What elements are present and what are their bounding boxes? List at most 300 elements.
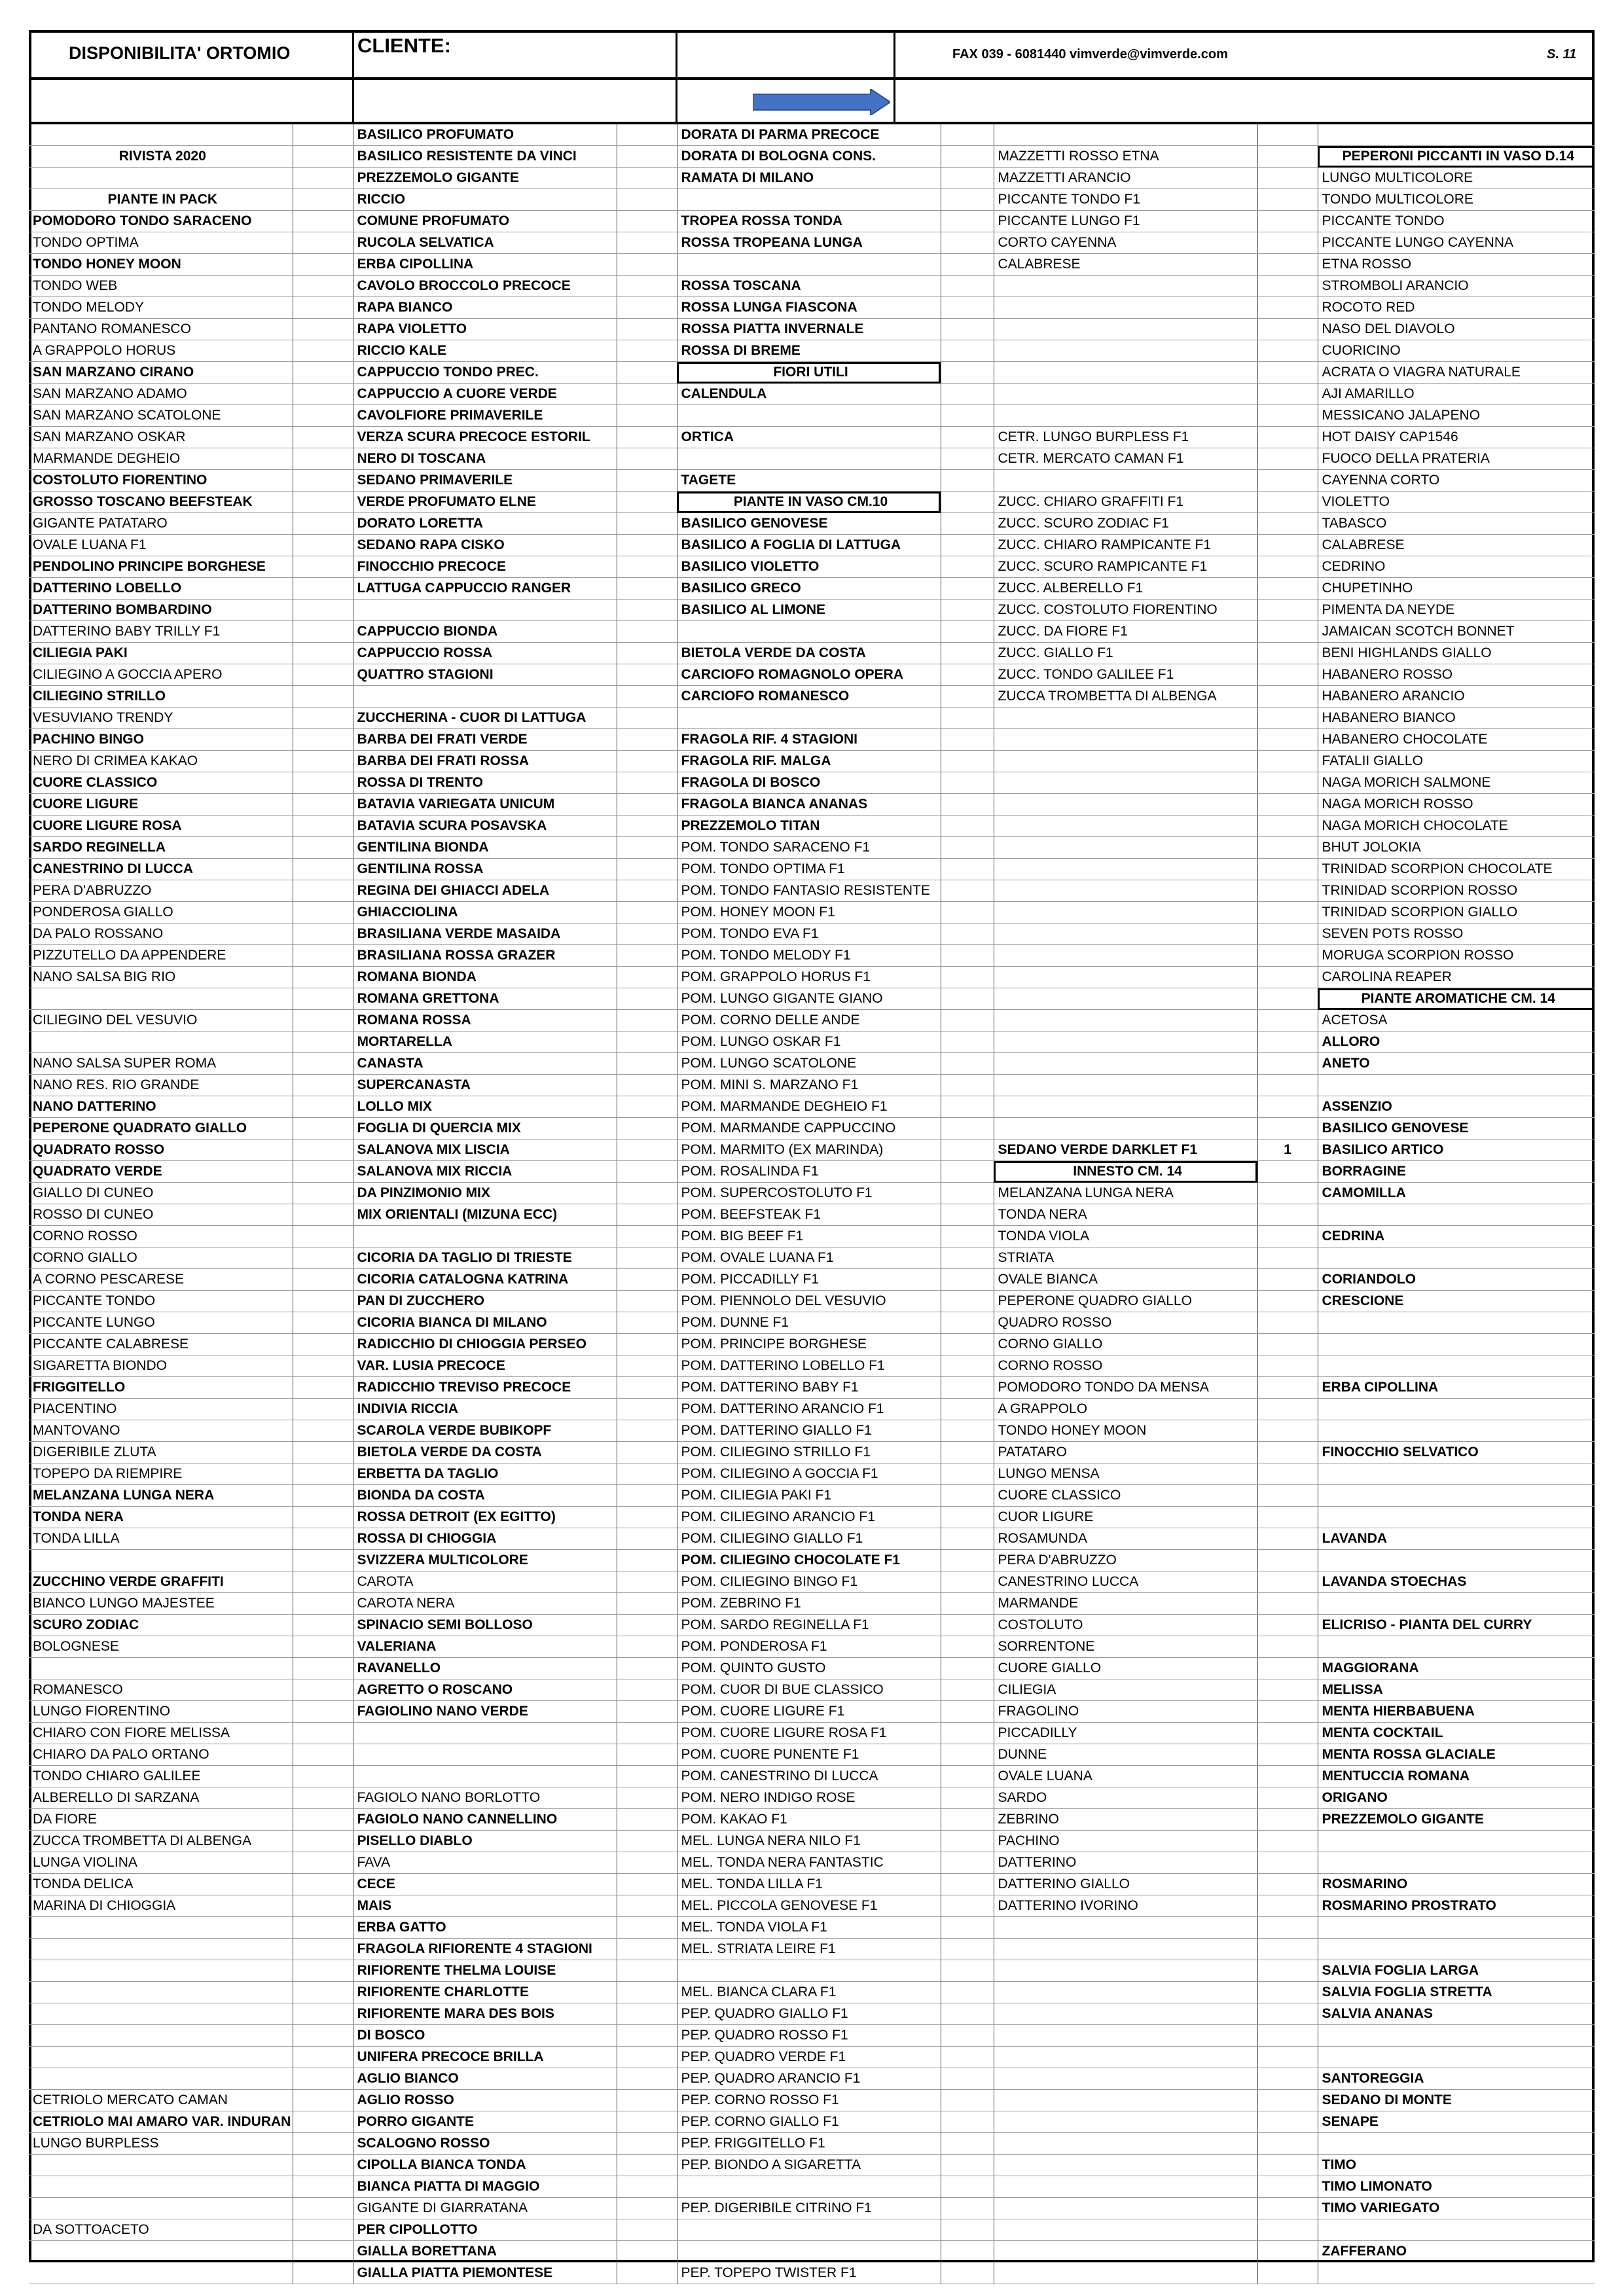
quantity-cell[interactable] xyxy=(293,988,353,1010)
quantity-cell[interactable] xyxy=(1257,2133,1318,2155)
quantity-cell[interactable] xyxy=(941,211,994,232)
quantity-cell[interactable] xyxy=(1257,880,1318,902)
quantity-cell[interactable] xyxy=(941,1485,994,1507)
quantity-cell[interactable] xyxy=(941,1377,994,1399)
quantity-cell[interactable] xyxy=(941,837,994,859)
quantity-cell[interactable] xyxy=(1257,643,1318,664)
quantity-cell[interactable] xyxy=(617,816,677,837)
quantity-cell[interactable] xyxy=(1257,1701,1318,1723)
quantity-cell[interactable] xyxy=(941,340,994,362)
quantity-cell[interactable] xyxy=(293,1161,353,1183)
quantity-cell[interactable] xyxy=(941,1874,994,1895)
quantity-cell[interactable] xyxy=(617,384,677,405)
quantity-cell[interactable] xyxy=(1257,1895,1318,1917)
quantity-cell[interactable] xyxy=(941,2198,994,2219)
quantity-cell[interactable] xyxy=(617,1139,677,1161)
quantity-cell[interactable] xyxy=(617,1291,677,1312)
quantity-cell[interactable] xyxy=(941,1075,994,1096)
quantity-cell[interactable] xyxy=(941,621,994,643)
quantity-cell[interactable] xyxy=(1257,1118,1318,1139)
quantity-cell[interactable] xyxy=(617,1571,677,1593)
quantity-cell[interactable] xyxy=(1257,578,1318,600)
quantity-cell[interactable] xyxy=(617,405,677,427)
quantity-cell[interactable] xyxy=(293,2025,353,2047)
quantity-cell[interactable] xyxy=(293,1874,353,1895)
quantity-cell[interactable] xyxy=(1257,211,1318,232)
quantity-cell[interactable] xyxy=(941,556,994,578)
quantity-cell[interactable] xyxy=(1257,1269,1318,1291)
quantity-cell[interactable] xyxy=(617,513,677,535)
quantity-cell[interactable] xyxy=(617,2047,677,2068)
quantity-cell[interactable] xyxy=(617,2090,677,2111)
quantity-cell[interactable] xyxy=(941,405,994,427)
quantity-cell[interactable] xyxy=(941,1161,994,1183)
quantity-cell[interactable] xyxy=(617,967,677,988)
quantity-cell[interactable] xyxy=(293,643,353,664)
quantity-cell[interactable] xyxy=(617,2263,677,2284)
quantity-cell[interactable] xyxy=(293,189,353,211)
quantity-cell[interactable] xyxy=(1257,1161,1318,1183)
quantity-cell[interactable] xyxy=(293,168,353,189)
quantity-cell[interactable] xyxy=(941,1463,994,1485)
quantity-cell[interactable] xyxy=(1257,1831,1318,1852)
quantity-cell[interactable] xyxy=(293,1377,353,1399)
quantity-cell[interactable] xyxy=(1257,1204,1318,1226)
quantity-cell[interactable] xyxy=(941,1723,994,1744)
quantity-cell[interactable] xyxy=(293,211,353,232)
quantity-cell[interactable] xyxy=(293,1420,353,1442)
quantity-cell[interactable] xyxy=(293,1615,353,1636)
quantity-cell[interactable] xyxy=(293,1982,353,2003)
quantity-cell[interactable] xyxy=(617,751,677,772)
quantity-cell[interactable] xyxy=(941,2111,994,2133)
quantity-cell[interactable]: 1 xyxy=(1257,1139,1318,1161)
quantity-cell[interactable] xyxy=(617,1766,677,1787)
quantity-cell[interactable] xyxy=(941,319,994,340)
quantity-cell[interactable] xyxy=(941,2176,994,2198)
quantity-cell[interactable] xyxy=(617,1334,677,1355)
quantity-cell[interactable] xyxy=(293,1528,353,1550)
quantity-cell[interactable] xyxy=(293,1787,353,1809)
quantity-cell[interactable] xyxy=(293,1031,353,1053)
quantity-cell[interactable] xyxy=(617,1939,677,1960)
quantity-cell[interactable] xyxy=(941,1183,994,1204)
quantity-cell[interactable] xyxy=(941,1269,994,1291)
quantity-cell[interactable] xyxy=(293,1096,353,1118)
quantity-cell[interactable] xyxy=(293,1463,353,1485)
quantity-cell[interactable] xyxy=(941,1399,994,1420)
quantity-cell[interactable] xyxy=(941,664,994,686)
quantity-cell[interactable] xyxy=(617,146,677,168)
quantity-cell[interactable] xyxy=(617,1031,677,1053)
quantity-cell[interactable] xyxy=(293,686,353,708)
quantity-cell[interactable] xyxy=(1257,794,1318,816)
quantity-cell[interactable] xyxy=(1257,708,1318,729)
quantity-cell[interactable] xyxy=(1257,729,1318,751)
quantity-cell[interactable] xyxy=(293,232,353,254)
quantity-cell[interactable] xyxy=(293,254,353,276)
quantity-cell[interactable] xyxy=(941,794,994,816)
quantity-cell[interactable] xyxy=(293,837,353,859)
quantity-cell[interactable] xyxy=(293,729,353,751)
quantity-cell[interactable] xyxy=(293,2241,353,2263)
quantity-cell[interactable] xyxy=(617,556,677,578)
quantity-cell[interactable] xyxy=(1257,189,1318,211)
quantity-cell[interactable] xyxy=(617,1528,677,1550)
quantity-cell[interactable] xyxy=(941,1658,994,1679)
quantity-cell[interactable] xyxy=(1257,686,1318,708)
quantity-cell[interactable] xyxy=(293,2198,353,2219)
quantity-cell[interactable] xyxy=(1257,1096,1318,1118)
quantity-cell[interactable] xyxy=(617,924,677,945)
quantity-cell[interactable] xyxy=(617,254,677,276)
quantity-cell[interactable] xyxy=(293,621,353,643)
quantity-cell[interactable] xyxy=(617,1723,677,1744)
quantity-cell[interactable] xyxy=(1257,146,1318,168)
quantity-cell[interactable] xyxy=(617,1010,677,1031)
quantity-cell[interactable] xyxy=(293,1334,353,1355)
quantity-cell[interactable] xyxy=(293,146,353,168)
quantity-cell[interactable] xyxy=(617,2068,677,2090)
quantity-cell[interactable] xyxy=(941,470,994,492)
quantity-cell[interactable] xyxy=(617,880,677,902)
quantity-cell[interactable] xyxy=(617,2198,677,2219)
quantity-cell[interactable] xyxy=(1257,1787,1318,1809)
quantity-cell[interactable] xyxy=(1257,2090,1318,2111)
quantity-cell[interactable] xyxy=(941,1636,994,1658)
quantity-cell[interactable] xyxy=(941,254,994,276)
quantity-cell[interactable] xyxy=(941,168,994,189)
quantity-cell[interactable] xyxy=(617,902,677,924)
quantity-cell[interactable] xyxy=(941,1053,994,1075)
quantity-cell[interactable] xyxy=(617,837,677,859)
quantity-cell[interactable] xyxy=(1257,448,1318,470)
quantity-cell[interactable] xyxy=(941,513,994,535)
quantity-cell[interactable] xyxy=(293,1075,353,1096)
quantity-cell[interactable] xyxy=(293,384,353,405)
quantity-cell[interactable] xyxy=(293,1118,353,1139)
quantity-cell[interactable] xyxy=(293,448,353,470)
quantity-cell[interactable] xyxy=(617,859,677,880)
quantity-cell[interactable] xyxy=(293,2176,353,2198)
quantity-cell[interactable] xyxy=(293,1831,353,1852)
quantity-cell[interactable] xyxy=(617,168,677,189)
quantity-cell[interactable] xyxy=(941,1766,994,1787)
quantity-cell[interactable] xyxy=(1257,1485,1318,1507)
quantity-cell[interactable] xyxy=(1257,340,1318,362)
quantity-cell[interactable] xyxy=(617,1787,677,1809)
quantity-cell[interactable] xyxy=(1257,1636,1318,1658)
quantity-cell[interactable] xyxy=(293,2068,353,2090)
quantity-cell[interactable] xyxy=(293,319,353,340)
quantity-cell[interactable] xyxy=(617,470,677,492)
quantity-cell[interactable] xyxy=(1257,297,1318,319)
quantity-cell[interactable] xyxy=(617,621,677,643)
quantity-cell[interactable] xyxy=(293,1291,353,1312)
quantity-cell[interactable] xyxy=(1257,1917,1318,1939)
quantity-cell[interactable] xyxy=(1257,1939,1318,1960)
quantity-cell[interactable] xyxy=(1257,1658,1318,1679)
quantity-cell[interactable] xyxy=(941,2090,994,2111)
quantity-cell[interactable] xyxy=(617,1636,677,1658)
quantity-cell[interactable] xyxy=(1257,1852,1318,1874)
quantity-cell[interactable] xyxy=(941,708,994,729)
quantity-cell[interactable] xyxy=(293,600,353,621)
quantity-cell[interactable] xyxy=(293,276,353,297)
quantity-cell[interactable] xyxy=(293,1636,353,1658)
quantity-cell[interactable] xyxy=(617,600,677,621)
quantity-cell[interactable] xyxy=(617,1269,677,1291)
quantity-cell[interactable] xyxy=(293,1507,353,1528)
quantity-cell[interactable] xyxy=(617,664,677,686)
quantity-cell[interactable] xyxy=(1257,859,1318,880)
quantity-cell[interactable] xyxy=(617,988,677,1010)
quantity-cell[interactable] xyxy=(941,232,994,254)
quantity-cell[interactable] xyxy=(293,427,353,448)
quantity-cell[interactable] xyxy=(941,1701,994,1723)
quantity-cell[interactable] xyxy=(293,2090,353,2111)
quantity-cell[interactable] xyxy=(617,1053,677,1075)
quantity-cell[interactable] xyxy=(1257,816,1318,837)
quantity-cell[interactable] xyxy=(1257,1809,1318,1831)
quantity-cell[interactable] xyxy=(941,297,994,319)
quantity-cell[interactable] xyxy=(293,1204,353,1226)
quantity-cell[interactable] xyxy=(293,556,353,578)
quantity-cell[interactable] xyxy=(941,1334,994,1355)
quantity-cell[interactable] xyxy=(1257,168,1318,189)
quantity-cell[interactable] xyxy=(941,2241,994,2263)
quantity-cell[interactable] xyxy=(941,686,994,708)
quantity-cell[interactable] xyxy=(293,1226,353,1247)
quantity-cell[interactable] xyxy=(293,1442,353,1463)
quantity-cell[interactable] xyxy=(293,362,353,384)
quantity-cell[interactable] xyxy=(941,816,994,837)
quantity-cell[interactable] xyxy=(617,319,677,340)
quantity-cell[interactable] xyxy=(1257,1031,1318,1053)
quantity-cell[interactable] xyxy=(941,600,994,621)
quantity-cell[interactable] xyxy=(1257,621,1318,643)
quantity-cell[interactable] xyxy=(617,1615,677,1636)
quantity-cell[interactable] xyxy=(293,2263,353,2284)
quantity-cell[interactable] xyxy=(941,1291,994,1312)
quantity-cell[interactable] xyxy=(1257,2198,1318,2219)
quantity-cell[interactable] xyxy=(293,924,353,945)
quantity-cell[interactable] xyxy=(617,1744,677,1766)
quantity-cell[interactable] xyxy=(293,1593,353,1615)
quantity-cell[interactable] xyxy=(1257,319,1318,340)
quantity-cell[interactable] xyxy=(617,945,677,967)
quantity-cell[interactable] xyxy=(617,1442,677,1463)
quantity-cell[interactable] xyxy=(617,2241,677,2263)
quantity-cell[interactable] xyxy=(941,1960,994,1982)
quantity-cell[interactable] xyxy=(617,1960,677,1982)
quantity-cell[interactable] xyxy=(617,2025,677,2047)
quantity-cell[interactable] xyxy=(941,967,994,988)
quantity-cell[interactable] xyxy=(617,427,677,448)
quantity-cell[interactable] xyxy=(293,124,353,146)
quantity-cell[interactable] xyxy=(1257,1053,1318,1075)
quantity-cell[interactable] xyxy=(941,1204,994,1226)
quantity-cell[interactable] xyxy=(1257,988,1318,1010)
quantity-cell[interactable] xyxy=(1257,470,1318,492)
quantity-cell[interactable] xyxy=(293,859,353,880)
quantity-cell[interactable] xyxy=(293,708,353,729)
quantity-cell[interactable] xyxy=(617,1463,677,1485)
quantity-cell[interactable] xyxy=(941,2219,994,2241)
quantity-cell[interactable] xyxy=(1257,751,1318,772)
quantity-cell[interactable] xyxy=(1257,1247,1318,1269)
quantity-cell[interactable] xyxy=(293,1852,353,1874)
quantity-cell[interactable] xyxy=(293,1679,353,1701)
quantity-cell[interactable] xyxy=(617,1075,677,1096)
quantity-cell[interactable] xyxy=(1257,384,1318,405)
quantity-cell[interactable] xyxy=(1257,1334,1318,1355)
quantity-cell[interactable] xyxy=(293,1939,353,1960)
quantity-cell[interactable] xyxy=(293,1744,353,1766)
quantity-cell[interactable] xyxy=(1257,1442,1318,1463)
quantity-cell[interactable] xyxy=(293,1917,353,1939)
quantity-cell[interactable] xyxy=(941,492,994,513)
quantity-cell[interactable] xyxy=(617,211,677,232)
quantity-cell[interactable] xyxy=(1257,1571,1318,1593)
quantity-cell[interactable] xyxy=(941,1787,994,1809)
quantity-cell[interactable] xyxy=(617,535,677,556)
quantity-cell[interactable] xyxy=(1257,232,1318,254)
quantity-cell[interactable] xyxy=(941,1809,994,1831)
quantity-cell[interactable] xyxy=(1257,2241,1318,2263)
quantity-cell[interactable] xyxy=(617,1831,677,1852)
quantity-cell[interactable] xyxy=(941,1571,994,1593)
quantity-cell[interactable] xyxy=(293,751,353,772)
quantity-cell[interactable] xyxy=(293,492,353,513)
quantity-cell[interactable] xyxy=(293,1247,353,1269)
quantity-cell[interactable] xyxy=(293,664,353,686)
quantity-cell[interactable] xyxy=(617,1679,677,1701)
quantity-cell[interactable] xyxy=(1257,902,1318,924)
quantity-cell[interactable] xyxy=(293,794,353,816)
quantity-cell[interactable] xyxy=(1257,276,1318,297)
quantity-cell[interactable] xyxy=(293,1355,353,1377)
quantity-cell[interactable] xyxy=(293,1183,353,1204)
quantity-cell[interactable] xyxy=(293,2155,353,2176)
quantity-cell[interactable] xyxy=(617,276,677,297)
quantity-cell[interactable] xyxy=(617,772,677,794)
quantity-cell[interactable] xyxy=(1257,1982,1318,2003)
quantity-cell[interactable] xyxy=(1257,405,1318,427)
quantity-cell[interactable] xyxy=(1257,1226,1318,1247)
quantity-cell[interactable] xyxy=(941,1139,994,1161)
quantity-cell[interactable] xyxy=(617,643,677,664)
quantity-cell[interactable] xyxy=(617,1852,677,1874)
quantity-cell[interactable] xyxy=(941,2025,994,2047)
quantity-cell[interactable] xyxy=(1257,2068,1318,2090)
quantity-cell[interactable] xyxy=(941,1895,994,1917)
quantity-cell[interactable] xyxy=(941,578,994,600)
quantity-cell[interactable] xyxy=(617,794,677,816)
quantity-cell[interactable] xyxy=(941,924,994,945)
quantity-cell[interactable] xyxy=(293,297,353,319)
quantity-cell[interactable] xyxy=(941,643,994,664)
quantity-cell[interactable] xyxy=(941,859,994,880)
quantity-cell[interactable] xyxy=(1257,2155,1318,2176)
quantity-cell[interactable] xyxy=(293,2133,353,2155)
quantity-cell[interactable] xyxy=(1257,1679,1318,1701)
quantity-cell[interactable] xyxy=(617,1355,677,1377)
quantity-cell[interactable] xyxy=(293,967,353,988)
quantity-cell[interactable] xyxy=(293,1571,353,1593)
quantity-cell[interactable] xyxy=(617,2111,677,2133)
quantity-cell[interactable] xyxy=(617,1183,677,1204)
quantity-cell[interactable] xyxy=(617,340,677,362)
quantity-cell[interactable] xyxy=(617,2133,677,2155)
quantity-cell[interactable] xyxy=(617,578,677,600)
quantity-cell[interactable] xyxy=(941,124,994,146)
quantity-cell[interactable] xyxy=(1257,535,1318,556)
quantity-cell[interactable] xyxy=(1257,1723,1318,1744)
quantity-cell[interactable] xyxy=(1257,1593,1318,1615)
quantity-cell[interactable] xyxy=(941,1226,994,1247)
quantity-cell[interactable] xyxy=(617,1485,677,1507)
quantity-cell[interactable] xyxy=(1257,967,1318,988)
quantity-cell[interactable] xyxy=(617,1701,677,1723)
quantity-cell[interactable] xyxy=(617,1895,677,1917)
quantity-cell[interactable] xyxy=(617,1982,677,2003)
quantity-cell[interactable] xyxy=(1257,1463,1318,1485)
quantity-cell[interactable] xyxy=(1257,1874,1318,1895)
quantity-cell[interactable] xyxy=(617,2176,677,2198)
quantity-cell[interactable] xyxy=(1257,2219,1318,2241)
quantity-cell[interactable] xyxy=(941,1118,994,1139)
quantity-cell[interactable] xyxy=(941,1507,994,1528)
quantity-cell[interactable] xyxy=(941,1355,994,1377)
quantity-cell[interactable] xyxy=(293,1809,353,1831)
quantity-cell[interactable] xyxy=(617,1204,677,1226)
quantity-cell[interactable] xyxy=(1257,600,1318,621)
quantity-cell[interactable] xyxy=(941,1420,994,1442)
quantity-cell[interactable] xyxy=(617,1809,677,1831)
quantity-cell[interactable] xyxy=(941,1010,994,1031)
quantity-cell[interactable] xyxy=(941,1982,994,2003)
quantity-cell[interactable] xyxy=(941,1744,994,1766)
quantity-cell[interactable] xyxy=(293,1895,353,1917)
quantity-cell[interactable] xyxy=(1257,492,1318,513)
quantity-cell[interactable] xyxy=(617,1377,677,1399)
quantity-cell[interactable] xyxy=(1257,2003,1318,2025)
quantity-cell[interactable] xyxy=(1257,1960,1318,1982)
quantity-cell[interactable] xyxy=(293,2219,353,2241)
quantity-cell[interactable] xyxy=(293,1399,353,1420)
quantity-cell[interactable] xyxy=(617,189,677,211)
quantity-cell[interactable] xyxy=(293,405,353,427)
quantity-cell[interactable] xyxy=(293,1139,353,1161)
quantity-cell[interactable] xyxy=(941,1442,994,1463)
quantity-cell[interactable] xyxy=(941,1939,994,1960)
quantity-cell[interactable] xyxy=(293,470,353,492)
quantity-cell[interactable] xyxy=(617,232,677,254)
quantity-cell[interactable] xyxy=(941,362,994,384)
quantity-cell[interactable] xyxy=(617,362,677,384)
quantity-cell[interactable] xyxy=(617,2219,677,2241)
quantity-cell[interactable] xyxy=(293,1269,353,1291)
quantity-cell[interactable] xyxy=(293,1550,353,1571)
quantity-cell[interactable] xyxy=(1257,945,1318,967)
quantity-cell[interactable] xyxy=(1257,2263,1318,2284)
quantity-cell[interactable] xyxy=(1257,772,1318,794)
quantity-cell[interactable] xyxy=(941,751,994,772)
quantity-cell[interactable] xyxy=(941,1593,994,1615)
quantity-cell[interactable] xyxy=(293,772,353,794)
quantity-cell[interactable] xyxy=(617,1507,677,1528)
